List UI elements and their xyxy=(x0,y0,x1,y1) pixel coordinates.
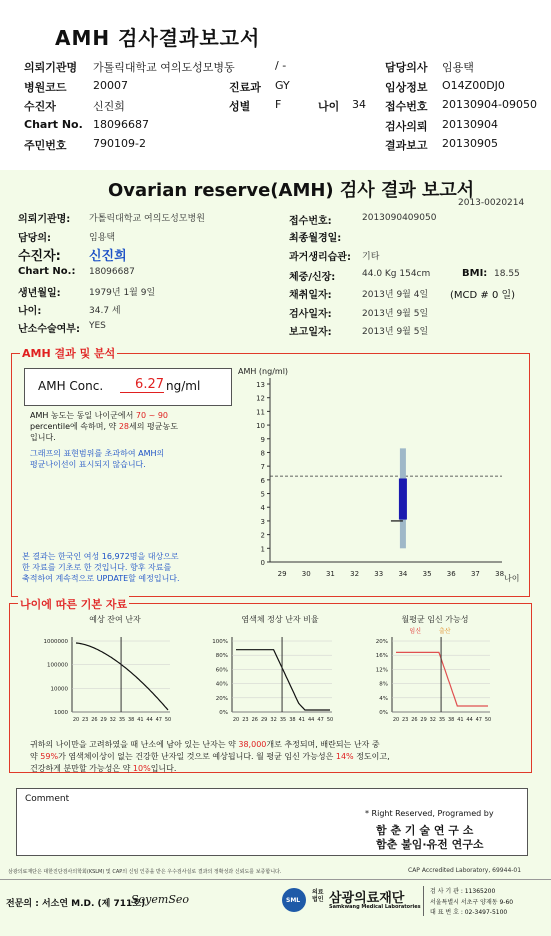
normal-egg-pct: 59% xyxy=(40,752,59,761)
hdr-value: 20130904 xyxy=(442,118,498,131)
y-tick-label: 6 xyxy=(260,476,265,485)
mini-x-tick-label: 23 xyxy=(242,717,249,723)
mini-y-tick-label: 40% xyxy=(215,681,228,688)
hdr-value: 임용택 xyxy=(442,61,474,74)
mini-x-tick-label: 32 xyxy=(270,717,277,723)
mini-y-tick-label: 12% xyxy=(375,667,388,674)
info-label: 생년월일: xyxy=(18,288,61,299)
note-text: 그래프의 표현범위를 초과하여 AMH의 xyxy=(30,449,165,458)
mini-x-tick-label: 41 xyxy=(137,717,144,723)
mini-x-tick-label: 35 xyxy=(438,717,446,723)
report-number: 2013-0020214 xyxy=(458,198,525,208)
summary-text: 입니다. xyxy=(150,764,177,773)
mini-x-tick-label: 32 xyxy=(109,717,116,723)
mini-y-tick-label: 20% xyxy=(375,639,388,645)
hdr-label: Chart No. xyxy=(24,118,83,131)
y-tick-label: 10 xyxy=(256,422,265,431)
hdr-label: 의뢰기관명 xyxy=(24,61,78,74)
amh-conc-unit: ng/ml xyxy=(166,379,201,393)
x-tick-label: 35 xyxy=(422,570,432,578)
hdr-label: 결과보고 xyxy=(385,139,428,152)
mini-x-tick-label: 38 xyxy=(448,717,455,723)
org-name: 함 춘 기 술 연 구 소 xyxy=(376,824,474,837)
brand-name-en: Samkwang Medical Laboratories xyxy=(329,904,421,910)
brand-prefix: 의료법인 xyxy=(312,889,324,903)
info-label: 최종월경일: xyxy=(289,233,342,244)
age-summary xyxy=(30,739,525,775)
info-value: 34.7 세 xyxy=(89,306,121,316)
sml-logo-text: SML xyxy=(286,897,301,904)
mini-y-tick-label: 16% xyxy=(375,653,388,660)
mini-x-tick-label: 32 xyxy=(429,717,436,723)
y-tick-label: 8 xyxy=(260,449,265,458)
mini-y-tick-label: 100000 xyxy=(47,662,68,669)
mini-chart-title: 월평균 임신 가능성 xyxy=(401,615,469,624)
hdr-value: O14Z00DJ0 xyxy=(442,79,505,92)
info-value: 18096687 xyxy=(89,267,135,277)
mini-x-tick-label: 29 xyxy=(100,717,107,723)
y-tick-label: 3 xyxy=(260,517,265,526)
info-label: 난소수술여부: xyxy=(18,324,80,335)
amh-conc-label: AMH Conc. xyxy=(38,379,104,393)
x-tick-label: 29 xyxy=(277,570,287,578)
hdr-label: 성별 xyxy=(229,100,251,113)
x-tick-label: 31 xyxy=(325,570,335,578)
hdr-value: 790109-2 xyxy=(93,137,146,150)
hdr-label: 진료과 xyxy=(229,81,261,94)
mini-y-tick-label: 1000000 xyxy=(43,639,68,645)
hdr-value: GY xyxy=(275,79,290,92)
summary-text: 건강하게 분만할 가능성은 약 xyxy=(30,764,131,773)
note-text: 평균나이선이 표시되지 않습니다. xyxy=(30,460,146,469)
mini-x-tick-label: 26 xyxy=(91,717,98,723)
mini-x-tick-label: 38 xyxy=(128,717,135,723)
mini-x-tick-label: 38 xyxy=(289,717,296,723)
hdr-label: 임상정보 xyxy=(385,81,428,94)
hdr-value: 20130905 xyxy=(442,137,498,150)
x-tick-label: 34 xyxy=(398,570,408,578)
mini-curve xyxy=(236,650,330,710)
mini-x-tick-label: 20 xyxy=(72,717,80,723)
mini-y-tick-label: 0% xyxy=(219,710,228,716)
mini-y-tick-label: 8% xyxy=(379,681,388,688)
hdr-value: 34 xyxy=(352,98,366,111)
info-label: BMI: xyxy=(462,268,488,279)
info-label: 담당의: xyxy=(18,233,51,244)
desc-text: percentile에 속하며, 약 xyxy=(30,422,117,431)
header-title: AMH 검사결과보고서 xyxy=(55,26,261,50)
mini-y-tick-label: 20% xyxy=(215,695,228,702)
basis-text: 축적하여 계속적으로 UPDATE할 예정입니다. xyxy=(22,574,180,583)
footer-vdivider xyxy=(423,886,424,916)
mini-x-tick-label: 26 xyxy=(251,717,258,723)
brand-name: 삼광의료재단 xyxy=(329,891,405,906)
info-value: 2013년 9월 4일 xyxy=(362,290,429,300)
info-value: 가톨릭대학교 여의도성모병원 xyxy=(89,214,205,224)
x-axis-label: 나이 xyxy=(504,574,520,583)
hdr-value: 20130904-09050 xyxy=(442,98,537,111)
doctor-name: 전문의 : 서소연 M.D. (제 711호) xyxy=(6,899,146,909)
y-tick-label: 13 xyxy=(256,381,265,389)
mcd-value: (MCD # 0 일) xyxy=(450,290,516,301)
desc-text: AMH 농도는 동일 나이군에서 xyxy=(30,411,134,420)
contact-line: 검 사 기 관 : 11365200 xyxy=(430,888,496,895)
rights-text: * Right Reserved, Programed by xyxy=(365,809,494,818)
info-value: 기타 xyxy=(362,252,380,262)
hdr-value: / - xyxy=(275,59,287,72)
certification-text: 삼광의료재단은 대한진단검사의학회(KSLM) 및 CAP의 신임 인증을 받은 우수검사실로 결과의 정확성과 신뢰도를 보증합니다. xyxy=(8,869,282,875)
mini-x-tick-label: 50 xyxy=(326,717,334,723)
amh-basis xyxy=(22,551,237,584)
mini-y-tick-label: 10000 xyxy=(50,686,68,693)
info-value: 2013090409050 xyxy=(362,213,437,223)
mini-y-tick-label: 4% xyxy=(379,695,388,702)
percentile-low: 70 xyxy=(135,411,147,420)
info-value: YES xyxy=(89,321,106,331)
mini-chart-title: 예상 잔여 난자 xyxy=(89,615,141,624)
mini-x-tick-label: 29 xyxy=(420,717,427,723)
mini-x-tick-label: 47 xyxy=(475,717,482,723)
y-tick-label: 2 xyxy=(260,531,265,540)
x-tick-label: 36 xyxy=(446,570,456,578)
remaining-eggs: 38,000 xyxy=(238,740,267,749)
birth-pct: 10% xyxy=(132,764,151,773)
mini-x-tick-label: 41 xyxy=(457,717,464,723)
info-value: 44.0 Kg 154cm xyxy=(362,269,431,279)
hdr-label: 접수번호 xyxy=(385,100,428,113)
pregnancy-pct: 14% xyxy=(335,752,354,761)
age-charts xyxy=(10,610,530,728)
y-tick-label: 7 xyxy=(260,463,265,472)
mini-x-tick-label: 44 xyxy=(146,717,153,723)
y-tick-label: 11 xyxy=(256,408,265,417)
info-value: 2013년 9월 5일 xyxy=(362,309,429,319)
x-tick-label: 38 xyxy=(495,570,505,578)
info-label: 검사일자: xyxy=(289,309,332,320)
summary-text: 귀하의 나이만을 고려하였을 때 난소에 남아 있는 난자는 약 xyxy=(30,740,236,749)
info-label: 접수번호: xyxy=(289,216,332,227)
summary-text: 정도이고, xyxy=(356,752,390,761)
iqr-box xyxy=(399,478,407,519)
y-axis-label: AMH (ng/ml) xyxy=(238,367,289,376)
info-label: 체중/신장: xyxy=(289,272,336,283)
percentile-sep: ~ xyxy=(148,411,156,420)
mini-x-tick-label: 20 xyxy=(232,717,240,723)
mini-x-tick-label: 35 xyxy=(279,717,287,723)
percentile-high: 90 xyxy=(157,411,169,420)
y-tick-label: 0 xyxy=(260,559,265,567)
mini-x-tick-label: 23 xyxy=(82,717,89,723)
info-label: 의뢰기관명: xyxy=(18,214,71,225)
mini-x-tick-label: 44 xyxy=(308,717,315,723)
info-label: 나이: xyxy=(18,306,42,317)
age-section-title: 나이에 따른 기본 자료 xyxy=(20,598,128,611)
x-tick-label: 30 xyxy=(301,570,311,578)
amh-description xyxy=(30,410,240,443)
mini-curve xyxy=(76,643,168,710)
contact-line: 서울특별시 서초구 양재동 9-60 xyxy=(430,899,514,906)
hdr-label: 주민번호 xyxy=(24,139,67,152)
mini-y-tick-label: 60% xyxy=(215,667,228,674)
desc-text: 입니다. xyxy=(30,433,56,442)
mini-x-tick-label: 35 xyxy=(118,717,126,723)
mini-y-tick-label: 1000 xyxy=(54,710,68,716)
info-label: 과거생리습관: xyxy=(289,252,351,263)
mini-x-tick-label: 47 xyxy=(317,717,324,723)
report-title: Ovarian reserve(AMH) 검사 결과 보고서 xyxy=(108,180,475,201)
mini-x-tick-label: 20 xyxy=(392,717,400,723)
amh-box-chart xyxy=(230,362,528,592)
hdr-label: 병원코드 xyxy=(24,81,67,94)
summary-text: 개로 추정되며, 배란되는 난자 중 xyxy=(266,740,380,749)
hdr-label: 담당의사 xyxy=(385,61,428,74)
x-tick-label: 33 xyxy=(374,570,384,578)
mini-x-tick-label: 47 xyxy=(155,717,162,723)
basis-text: 한 자료를 기초로 한 것입니다. 향후 자료를 xyxy=(22,563,172,572)
y-tick-label: 12 xyxy=(256,394,265,403)
mini-y-tick-label: 0% xyxy=(379,710,388,716)
info-value: 2013년 9월 5일 xyxy=(362,327,429,337)
hdr-label: 나이 xyxy=(318,100,340,113)
y-tick-label: 1 xyxy=(260,545,265,554)
hdr-value: 20007 xyxy=(93,79,128,92)
summary-text: 약 xyxy=(30,752,38,761)
amh-section-title: AMH 결과 및 분석 xyxy=(22,347,116,360)
mini-chart-title: 염색체 정상 난자 비율 xyxy=(241,615,319,624)
hdr-label: 검사의뢰 xyxy=(385,120,428,133)
doctor-signature: SoyemSeo xyxy=(131,893,189,906)
info-value: 임용택 xyxy=(89,233,116,243)
cap-text: CAP Accredited Laboratory, 69944-01 xyxy=(408,867,522,874)
comment-label: Comment xyxy=(25,794,70,804)
mini-x-tick-label: 23 xyxy=(402,717,409,723)
patient-name: 신진희 xyxy=(89,249,127,264)
mini-y-tick-label: 80% xyxy=(215,653,228,660)
y-tick-label: 9 xyxy=(260,435,265,444)
mini-x-tick-label: 44 xyxy=(466,717,473,723)
y-tick-label: 5 xyxy=(260,490,265,499)
mini-x-tick-label: 41 xyxy=(298,717,305,723)
mini-y-tick-label: 100% xyxy=(212,639,228,645)
x-tick-label: 37 xyxy=(470,570,480,578)
y-tick-label: 4 xyxy=(260,504,265,513)
legend-label: 임신 xyxy=(409,628,421,635)
mini-x-tick-label: 26 xyxy=(411,717,418,723)
mini-x-tick-label: 50 xyxy=(484,717,492,723)
hdr-label: 수진자 xyxy=(24,100,56,113)
x-tick-label: 32 xyxy=(350,570,360,578)
footer-divider xyxy=(0,879,551,880)
contact-line: 대 표 번 호 : 02-3497-5100 xyxy=(430,909,508,916)
legend-label: 출산 xyxy=(439,628,451,635)
info-value: 1979년 1월 9일 xyxy=(89,288,156,298)
info-label: 수진자: xyxy=(18,249,61,264)
info-label: 보고일자: xyxy=(289,327,332,338)
amh-conc-value: 6.27 xyxy=(120,377,164,393)
org-name: 함춘 불임·유전 연구소 xyxy=(376,838,484,851)
bmi-value: 18.55 xyxy=(494,269,520,279)
mini-x-tick-label: 50 xyxy=(164,717,172,723)
hdr-value: 가톨릭대학교 여의도성모병동 xyxy=(93,61,235,74)
summary-text: 가 염색체이상이 없는 건강한 난자일 것으로 예상됩니다. 월 평균 임신 가능성은 xyxy=(58,752,334,761)
hdr-value: F xyxy=(275,98,282,111)
hdr-value: 신진희 xyxy=(93,100,125,113)
desc-text: 세의 평균농도 xyxy=(129,422,178,431)
hdr-value: 18096687 xyxy=(93,118,149,131)
amh-note xyxy=(30,448,240,470)
basis-text: 본 결과는 한국인 여성 16,972명을 대상으로 xyxy=(22,552,179,561)
equivalent-age: 28 xyxy=(118,422,130,431)
info-label: Chart No.: xyxy=(18,266,76,277)
mini-x-tick-label: 29 xyxy=(261,717,268,723)
info-label: 채취일자: xyxy=(289,290,332,301)
